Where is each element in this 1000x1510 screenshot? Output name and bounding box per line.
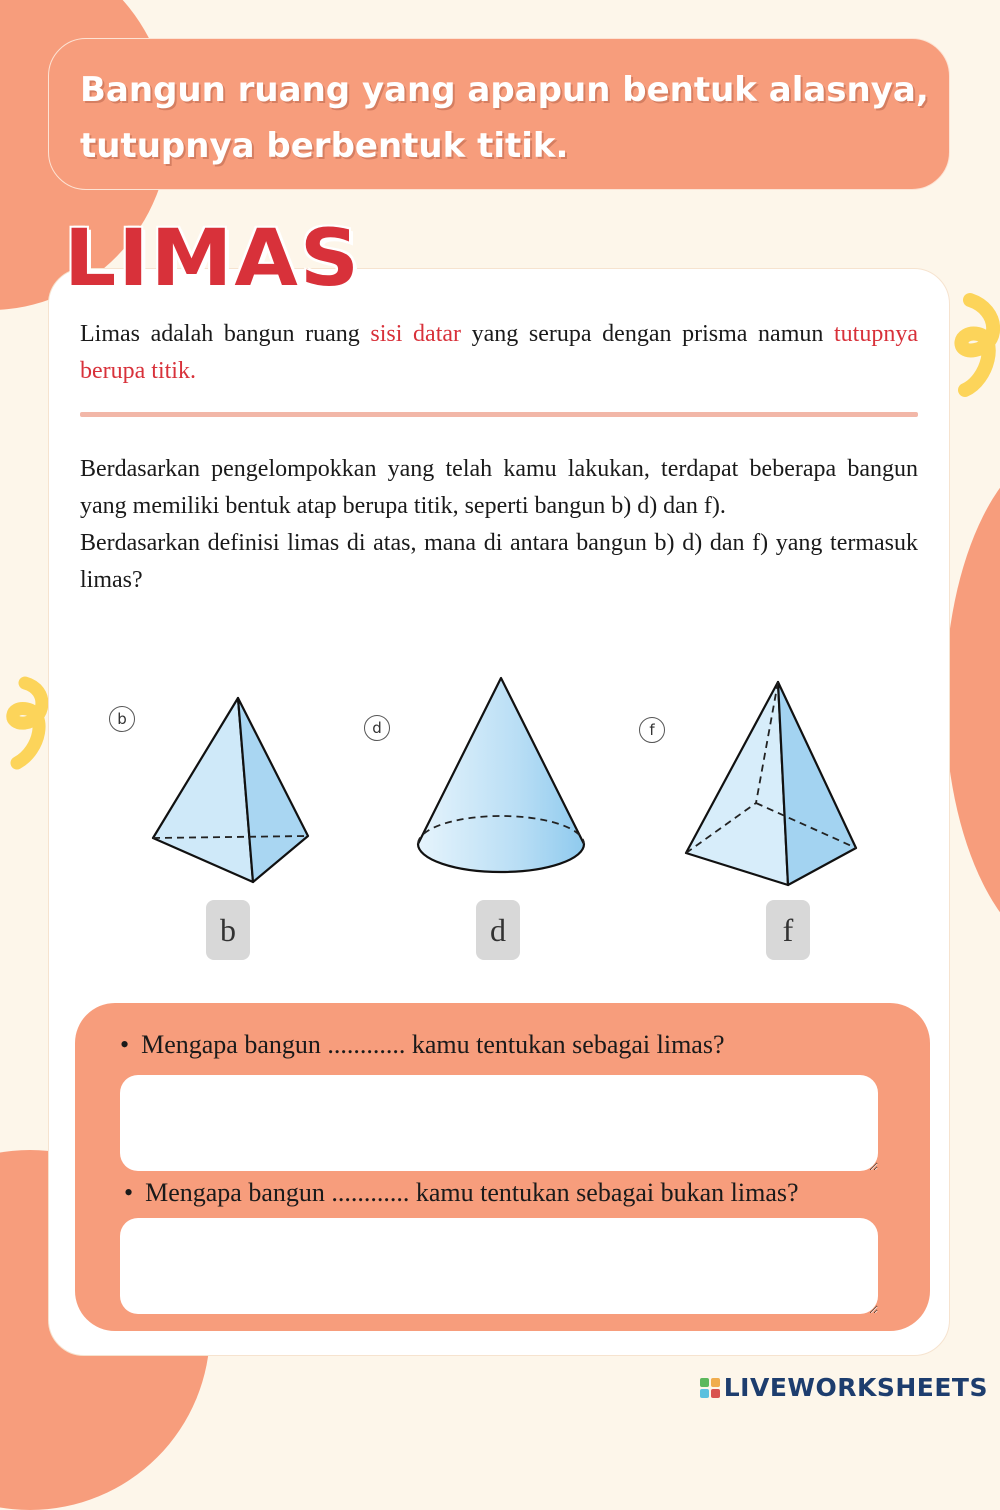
header-text: Bangun ruang yang apapun bentuk alasnya, tutupnya berbentuk titik. xyxy=(80,70,929,166)
square-pyramid-figure xyxy=(680,675,865,895)
page-title: LIMAS xyxy=(64,212,361,305)
question-2 xyxy=(124,1178,799,1208)
instruction-p2: Berdasarkan definisi limas di atas, mana di antara bangun b) d) dan f) yang termasuk limas? xyxy=(80,530,918,593)
brand-text: LIVEWORKSHEETS xyxy=(723,1373,988,1402)
decor-blob-right xyxy=(945,440,1000,960)
triangular-pyramid-figure xyxy=(145,690,315,890)
question-1-bullet: • xyxy=(120,1030,130,1059)
instruction-p1: Berdasarkan pengelompokkan yang telah kamu lakukan, terdapat beberapa bangun yang memiliki bentuk atap berupa titik, seperti bangun b) d) dan f). xyxy=(80,456,918,519)
question-1 xyxy=(120,1030,725,1060)
divider xyxy=(80,412,918,417)
definition-part1: Limas adalah bangun ruang xyxy=(80,321,371,347)
brand-watermark xyxy=(700,1373,988,1402)
answer-input-2[interactable] xyxy=(120,1218,878,1314)
instruction-paragraph xyxy=(80,451,918,599)
definition-part2: yang serupa dengan prisma namun xyxy=(461,321,834,347)
shape-label-b: b xyxy=(109,706,135,732)
liveworksheets-logo-icon xyxy=(700,1378,720,1398)
shape-label-f: f xyxy=(639,717,665,743)
answer-input-1[interactable] xyxy=(120,1075,878,1171)
shape-label-d: d xyxy=(364,715,390,741)
answer-tag-b[interactable]: b xyxy=(206,900,250,960)
question-2-text: Mengapa bangun ............ kamu tentukan sebagai bukan limas? xyxy=(145,1178,799,1207)
definition-highlight-sisi-datar: sisi datar xyxy=(370,321,462,347)
answer-tag-f[interactable]: f xyxy=(766,900,810,960)
question-1-text: Mengapa bangun ............ kamu tentukan sebagai limas? xyxy=(141,1030,725,1059)
cone-figure xyxy=(410,672,595,892)
answer-tag-d[interactable]: d xyxy=(476,900,520,960)
definition-text xyxy=(80,316,918,390)
definition-highlight-tutup: tutupnya berupa titik. xyxy=(80,321,918,384)
question-2-bullet: • xyxy=(124,1178,134,1207)
